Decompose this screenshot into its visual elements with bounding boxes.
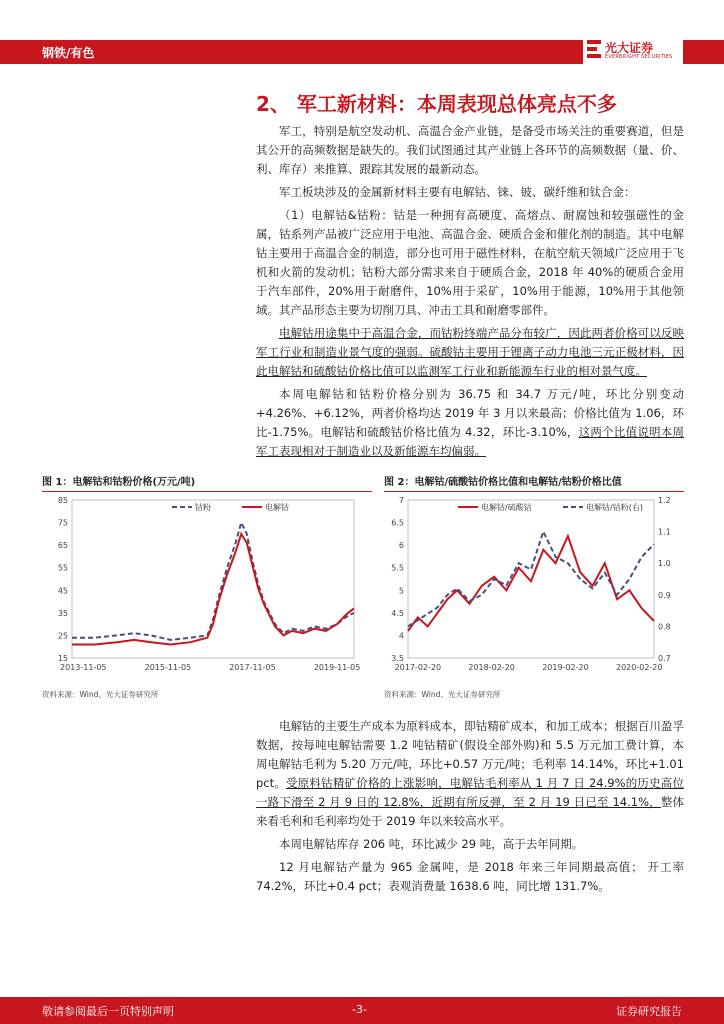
logo-en: EVERBRIGHT SECURITIES xyxy=(605,54,673,60)
y-tick-label: 55 xyxy=(57,563,68,573)
y-tick-label: 45 xyxy=(57,586,68,596)
y-tick-label: 75 xyxy=(57,518,68,528)
x-tick-label: 2017-02-20 xyxy=(394,663,442,672)
paragraph xyxy=(256,385,684,461)
figure-2-source: 资料来源：Wind、光大证券研究所 xyxy=(384,690,501,699)
y-tick-label: 65 xyxy=(57,541,68,551)
x-tick-label: 2015-11-05 xyxy=(144,663,192,672)
y-right-tick-label: 1.1 xyxy=(658,527,671,537)
legend-label: 钴粉 xyxy=(195,503,211,512)
legend-label: 电解钴/钴粉(右) xyxy=(586,503,643,512)
x-tick-label: 2013-11-05 xyxy=(60,663,107,672)
y-tick-label: 6.5 xyxy=(391,518,404,528)
chart-2 xyxy=(384,492,684,682)
y-tick-label: 5.5 xyxy=(391,563,404,573)
figure-2 xyxy=(384,473,684,700)
figure-1-source: 资料来源：Wind、光大证券研究所 xyxy=(42,690,159,699)
x-tick-label: 2019-02-20 xyxy=(542,663,589,672)
section-title: 2、 军工新材料：本周表现总体亮点不多 xyxy=(256,92,617,116)
y-tick-label: 85 xyxy=(57,496,68,505)
y-right-tick-label: 0.8 xyxy=(658,622,671,632)
legend-label: 电解钴/硫酸钴 xyxy=(481,503,532,512)
legend-label: 电解钴 xyxy=(265,503,289,512)
page-number: -3- xyxy=(352,1003,367,1016)
figure-2-title: 图 2：电解钴/硫酸钴价格比值和电解钴/钴粉价格比值 xyxy=(384,473,684,492)
body-text-top xyxy=(256,122,684,465)
series-line xyxy=(408,536,654,631)
plot-frame xyxy=(72,500,354,658)
sector-label: 钢铁/有色 xyxy=(42,46,95,60)
x-tick-label: 2017-11-05 xyxy=(229,663,276,672)
paragraph-part: 电解钴的主要生产成本为原料成本，即钴精矿成本，和加工成本；根据百川盈孚数据，按每吨电解钴需要 1.2 吨钴精矿(假设全部外购)和 5.5 万元加工费计算，本周电解钴毛利为 5.20 万元/吨，环比+0.57 万元/吨；毛利率 14.14%，环比+1.01 pct。 xyxy=(256,719,684,790)
paragraph xyxy=(256,717,684,831)
footer-disclaimer-link[interactable]: 敬请参阅最后一页特别声明 xyxy=(42,1005,174,1018)
figure-1-title: 图 1：电解钴和钴粉价格(万元/吨) xyxy=(42,473,372,492)
paragraph-part-underlined: 受原料钴精矿价格的上涨影响，电解钴毛利率从 1 月 7 日 24.9%的历史高位一路下滑至 2 月 9 日的 12.8%，近期有所反弹，至 2 月 19 日已至 14.1%， xyxy=(256,776,684,809)
paragraph-part-underlined: 这两个比值说明本周军工表现相对于制造业以及新能源车均偏弱。 xyxy=(256,425,685,458)
y-tick-label: 3.5 xyxy=(391,654,404,663)
paragraph: 电解钴用途集中于高温合金，而钴粉终端产品分布较广，因此两者价格可以反映军工行业和制造业景气度的强弱。硫酸钴主要用于锂离子动力电池三元正极材料，因此电解钴和硫酸钴价格比值可以监测军工行业和新能源车行业的相对景气度。 xyxy=(256,326,684,378)
body-text-bottom xyxy=(256,717,684,900)
paragraph: 军工，特别是航空发动机、高温合金产业链，是备受市场关注的重要赛道，但是其公开的高频数据是缺失的。我们试图通过其产业链上各环节的高频数据（量、价、利、库存）来推算、跟踪其发展的最新动态。 xyxy=(256,124,684,176)
x-tick-label: 2019-11-05 xyxy=(313,663,361,672)
logo-mark-icon xyxy=(587,40,601,58)
x-tick-label: 2020-02-20 xyxy=(615,663,663,672)
y-tick-label: 35 xyxy=(57,608,68,618)
y-right-tick-label: 0.9 xyxy=(658,590,671,600)
y-right-tick-label: 1.2 xyxy=(658,496,671,505)
figure-1 xyxy=(42,473,372,700)
y-tick-label: 15 xyxy=(57,654,68,663)
paragraph: 军工板块涉及的金属新材料主要有电解钴、铼、铍、碳纤维和钛合金： xyxy=(279,185,636,199)
logo-name: 光大证券 xyxy=(605,41,654,55)
y-right-tick-label: 0.7 xyxy=(658,654,671,663)
paragraph: （1）电解钴&钴粉：钴是一种拥有高硬度、高熔点、耐腐蚀和较强磁性的金属，钴系列产品被广泛应用于电池、高温合金、硬质合金和催化剂的制造。其中电解钴主要用于高温合金的制造，部分也可用于磁性材料，在航空航天领域广泛应用于飞机和火箭的发动机；钴粉大部分需求来自于硬质合金，2018 年 40%的硬质合金用于汽车部件，20%用于耐磨件，10%用于采矿，10%用于能源，10%用于其他领域。其产品形态主要为切削刀具、冲击工具和耐磨零部件。 xyxy=(256,208,684,317)
paragraph: 12 月电解钴产量为 965 金属吨，是 2018 年来三年同期最高值； 开工率 74.2%，环比+0.4 pct；表观消费量 1638.6 吨，同比增 131.7%。 xyxy=(256,860,684,893)
paragraph: 本周电解钴库存 206 吨，环比减少 29 吨，高于去年同期。 xyxy=(279,837,584,851)
y-tick-label: 4.5 xyxy=(391,608,404,618)
y-tick-label: 25 xyxy=(57,631,68,641)
x-tick-label: 2018-02-20 xyxy=(468,663,515,672)
footer-bar xyxy=(0,997,724,1024)
y-right-tick-label: 1.0 xyxy=(658,559,671,569)
footer-report-type: 证券研究报告 xyxy=(616,1005,682,1018)
y-tick-label: 4 xyxy=(398,631,404,641)
company-logo xyxy=(583,36,683,66)
chart-1 xyxy=(42,492,362,682)
y-tick-label: 7 xyxy=(398,496,404,505)
y-tick-label: 6 xyxy=(398,541,404,551)
paragraph-part: 本周电解钴和钴粉价格分别为 36.75 和 34.7 万元/吨，环比分别变动 +4.26%、+6.12%，两者价格均达 2019 年 3 月以来最高；价格比值为 1.06，环比-1.75%。电解钴和硫酸钴价格比值为 4.32，环比-3.10%， xyxy=(256,387,684,439)
y-tick-label: 5 xyxy=(398,586,404,596)
paragraph-part: 整体来看毛利和毛利率均处于 2019 年以来较高水平。 xyxy=(256,795,685,828)
